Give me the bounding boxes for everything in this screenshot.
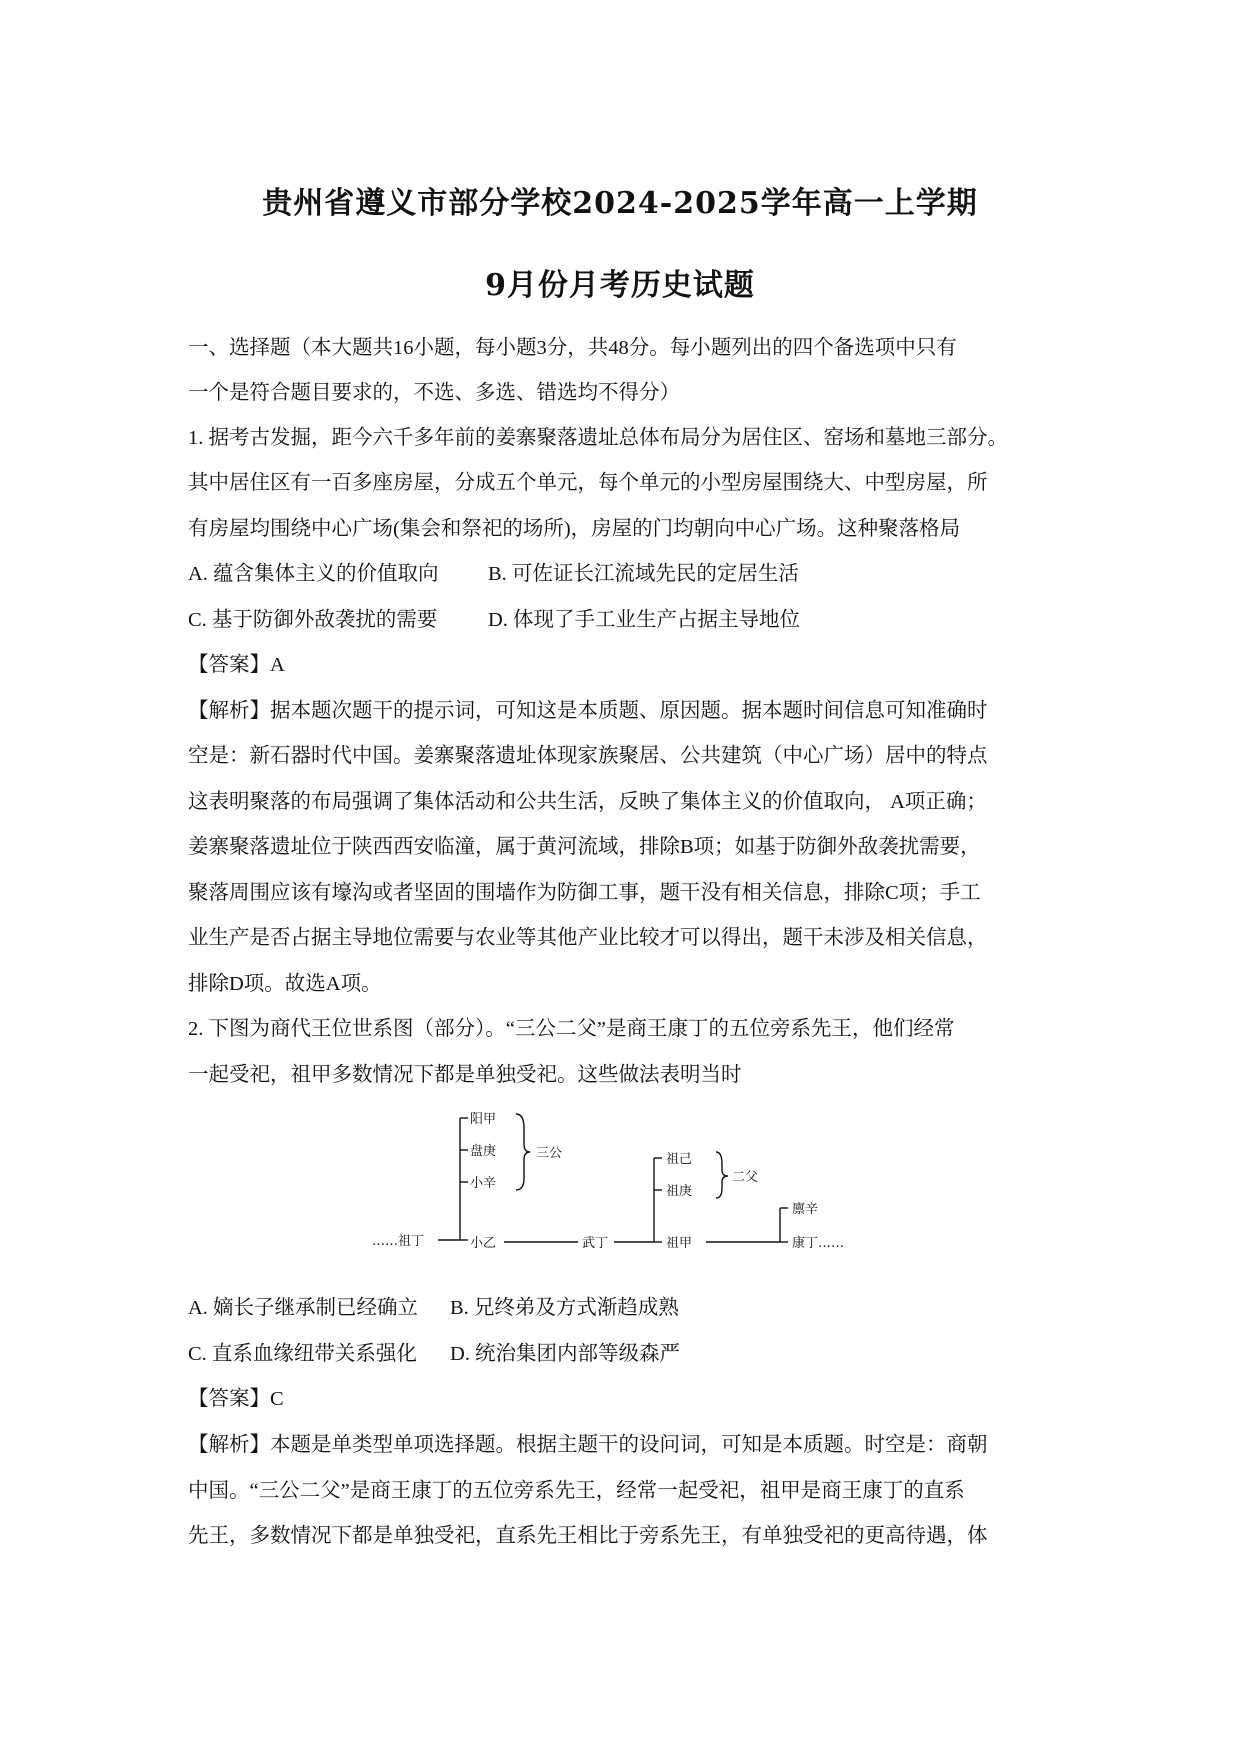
q1-analysis-line6: 业生产是否占据主导地位需要与农业等其他产业比较才可以得出，题干未涉及相关信息， [188, 927, 988, 949]
q1-option-c: C. 基于防御外敌袭扰的需要 [188, 609, 438, 631]
node-linxin: 廪辛 [792, 1202, 819, 1217]
q2-option-a: A. 嫡长子继承制已经确立 [188, 1297, 419, 1319]
q1-analysis-line2: 空是：新石器时代中国。姜寨聚落遗址体现家族聚居、公共建筑（中心广场）居中的特点 [188, 745, 988, 767]
q2-answer: 【答案】C [188, 1388, 284, 1410]
label-erfu: 二父 [732, 1170, 759, 1185]
q1-option-a: A. 蕴含集体主义的价值取向 [188, 563, 439, 585]
node-yangjia: 阳甲 [470, 1112, 497, 1127]
node-zuji: 祖己 [666, 1152, 693, 1167]
q1-stem-line1: 1. 据考古发掘，距今六千多年前的姜寨聚落遗址总体布局分为居住区、窑场和墓地三部分。 [188, 427, 1008, 449]
node-zuding: ……祖丁 [372, 1234, 425, 1249]
shang-genealogy-diagram [370, 1108, 870, 1258]
q1-analysis-line3: 这表明聚落的布局强调了集体活动和公共生活，反映了集体主义的价值取向， A项正确； [188, 791, 987, 813]
node-xiaoxin: 小辛 [470, 1176, 497, 1191]
node-kangding: 康丁…… [792, 1236, 845, 1251]
q1-analysis-line5: 聚落周围应该有壕沟或者坚固的围墙作为防御工事，题干没有相关信息，排除C项；手工 [188, 882, 981, 904]
q2-stem-line2: 一起受祀，祖甲多数情况下都是单独受祀。这些做法表明当时 [188, 1064, 742, 1086]
exam-title-line1: 贵州省遵义市部分学校2024-2025学年高一上学期 [262, 186, 978, 221]
q2-option-d: D. 统治集团内部等级森严 [450, 1343, 681, 1365]
exam-title-line2: 9月份月考历史试题 [485, 268, 755, 303]
q2-option-c: C. 直系血缘纽带关系强化 [188, 1343, 417, 1365]
q1-option-d: D. 体现了手工业生产占据主导地位 [488, 609, 801, 631]
q1-analysis-line7: 排除D项。故选A项。 [188, 973, 382, 995]
q1-option-b: B. 可佐证长江流域先民的定居生活 [488, 563, 799, 585]
q1-stem-line2: 其中居住区有一百多座房屋，分成五个单元，每个单元的小型房屋围绕大、中型房屋，所 [188, 472, 988, 494]
q1-analysis-line1: 【解析】据本题次题干的提示词，可知这是本质题、原因题。据本题时间信息可知准确时 [188, 700, 988, 722]
q2-option-b: B. 兄终弟及方式渐趋成熟 [450, 1297, 679, 1319]
q2-analysis-line2: 中国。“三公二父”是商王康丁的五位旁系先王，经常一起受祀，祖甲是商王康丁的直系 [188, 1480, 965, 1502]
node-wuding: 武丁 [582, 1236, 609, 1251]
q2-analysis-line1: 【解析】本题是单类型单项选择题。根据主题干的设问词，可知是本质题。时空是：商朝 [188, 1434, 988, 1456]
node-zujia: 祖甲 [666, 1236, 693, 1251]
node-xiaoyi: 小乙 [470, 1236, 497, 1251]
label-sangong: 三公 [536, 1146, 563, 1161]
section-instructions-line1: 一、选择题（本大题共16小题，每小题3分，共48分。每小题列出的四个备选项中只有 [188, 337, 957, 359]
q2-stem-line1: 2. 下图为商代王位世系图（部分）。“三公二父”是商王康丁的五位旁系先王，他们经常 [188, 1018, 955, 1040]
q1-analysis-line4: 姜寨聚落遗址位于陕西西安临潼，属于黄河流域，排除B项；如基于防御外敌袭扰需要， [188, 836, 981, 858]
section-instructions-line2: 一个是符合题目要求的，不选、多选、错选均不得分） [188, 382, 680, 404]
q1-answer: 【答案】A [188, 654, 285, 676]
node-zugeng: 祖庚 [666, 1184, 693, 1199]
node-pangeng: 盘庚 [470, 1144, 497, 1159]
q1-stem-line3: 有房屋均围绕中心广场(集会和祭祀的场所)，房屋的门均朝向中心广场。这种聚落格局 [188, 518, 961, 540]
q2-analysis-line3: 先王，多数情况下都是单独受祀，直系先王相比于旁系先王，有单独受祀的更高待遇，体 [188, 1525, 988, 1547]
